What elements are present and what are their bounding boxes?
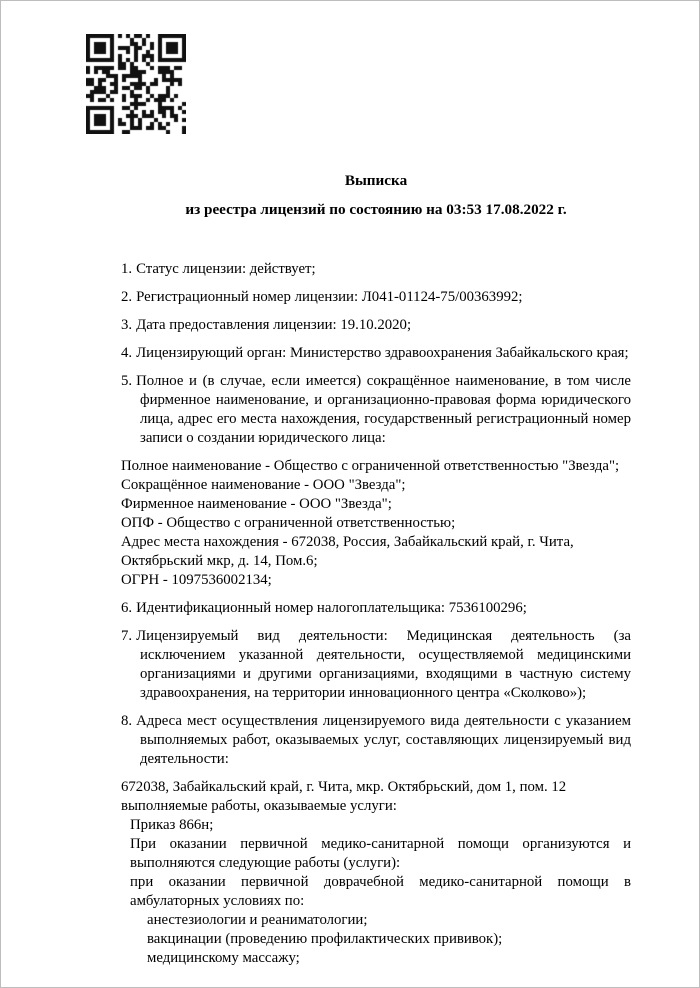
work-line: вакцинации (проведению профилактических прививок); — [147, 931, 503, 947]
numbered-item — [121, 627, 631, 703]
item-text: Полное и (в случае, если имеется) сокращённое наименование, в том числе фирменное наименование, и организационно-правовая форма юридического лица, адрес его места нахождения, государственный регистрационный номер записи о создании юридического лица: — [136, 373, 631, 446]
item-text: Лицензируемый вид деятельности: Медицинская деятельность (за исключением указанной деятельности, осуществляемой медицинскими организациями и другими организациями, входящими в частную систему здравоохранения, на территории инновационного центра «Сколково»); — [136, 628, 631, 701]
numbered-item — [121, 288, 631, 307]
org-line: ОГРН - 1097536002134; — [121, 572, 272, 588]
item-text: Регистрационный номер лицензии: Л041-01124-75/00363992; — [136, 289, 523, 305]
org-line: Сокращённое наименование - ООО "Звезда"; — [121, 477, 406, 493]
document-body — [121, 260, 631, 968]
org-line: Полное наименование - Общество с ограниченной ответственностью "Звезда"; — [121, 458, 620, 474]
numbered-item — [121, 599, 631, 618]
numbered-item — [121, 712, 631, 769]
org-line: Адрес места нахождения - 672038, Россия, Забайкальский край, г. Чита, Октябрьский мкр, д. 14, Пом.6; — [121, 534, 574, 569]
item-number: 5. — [121, 373, 133, 389]
org-line: ОПФ - Общество с ограниченной ответственностью; — [121, 515, 456, 531]
work-line: анестезиологии и реаниматологии; — [147, 912, 368, 928]
item-number: 6. — [121, 600, 133, 616]
address-line: 672038, Забайкальский край, г. Чита, мкр. Октябрьский, дом 1, пом. 12 — [121, 779, 567, 795]
qr-code-image — [86, 34, 186, 134]
work-line: Приказ 866н; — [130, 817, 214, 833]
item-text: Адреса мест осуществления лицензируемого вида деятельности с указанием выполняемых работ, оказываемых услуг, составляющих лицензируемый вид деятельности: — [136, 713, 631, 767]
item-number: 7. — [121, 628, 133, 644]
numbered-item — [121, 344, 631, 363]
item-number: 8. — [121, 713, 133, 729]
page-title: Выписка — [344, 172, 408, 189]
item-number: 2. — [121, 289, 133, 305]
numbered-item — [121, 260, 631, 279]
work-line: медицинскому массажу; — [147, 950, 300, 966]
item-number: 4. — [121, 345, 133, 361]
item-text: Дата предоставления лицензии: 19.10.2020; — [136, 317, 412, 333]
activity-address-block — [121, 778, 631, 968]
numbered-item — [121, 316, 631, 335]
works-intro: выполняемые работы, оказываемые услуги: — [121, 798, 397, 814]
numbered-item — [121, 372, 631, 448]
item-text: Статус лицензии: действует; — [136, 261, 316, 277]
work-line: при оказании первичной доврачебной медико-санитарной помощи в амбулаторных условиях по: — [130, 874, 631, 909]
item-text: Идентификационный номер налогоплательщика: 7536100296; — [136, 600, 527, 616]
organization-details — [121, 457, 631, 590]
page-subtitle: из реестра лицензий по состоянию на 03:53 17.08.2022 г. — [185, 201, 567, 218]
work-line: При оказании первичной медико-санитарной помощи организуются и выполняются следующие работы (услуги): — [130, 836, 631, 871]
item-number: 1. — [121, 261, 133, 277]
org-line: Фирменное наименование - ООО "Звезда"; — [121, 496, 392, 512]
item-text: Лицензирующий орган: Министерство здравоохранения Забайкальского края; — [136, 345, 629, 361]
document-content — [121, 171, 631, 968]
item-number: 3. — [121, 317, 133, 333]
